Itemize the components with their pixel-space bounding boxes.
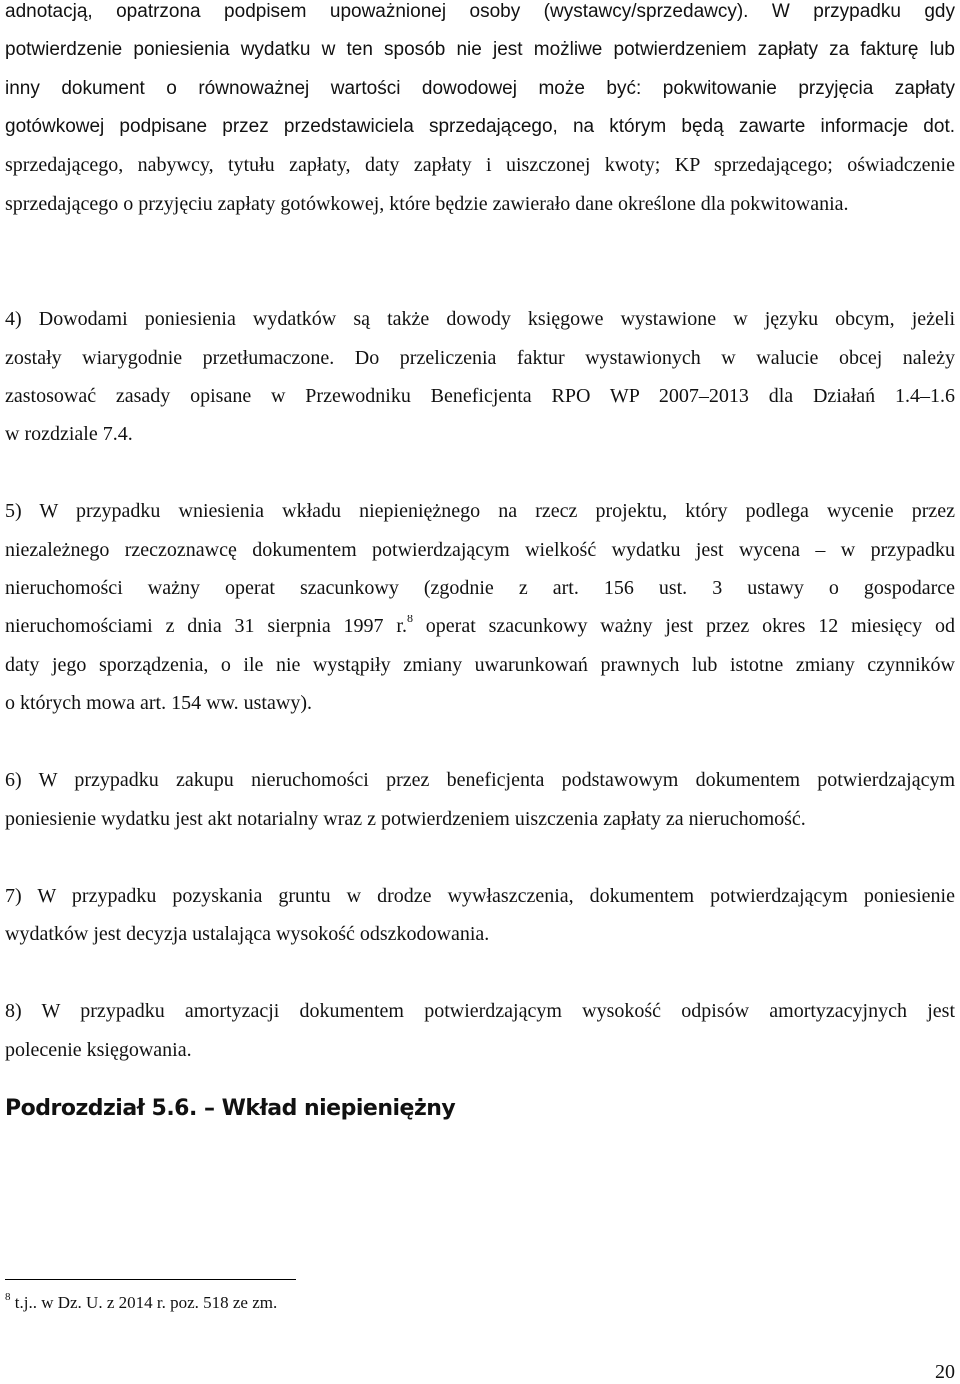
p6-line-2: poniesienie wydatku jest akt notarialny wraz z potwierdzeniem uiszczenia zapłaty za nieruchomość. <box>5 808 806 830</box>
p5-line-2: niezależnego rzeczoznawcę dokumentem potwierdzającym wielkość wydatku jest wycena – w przypadku <box>5 539 955 561</box>
p4-line-2: zostały wiarygodnie przetłumaczone. Do przeliczenia faktur wystawionych w walucie obcej należy <box>5 347 955 369</box>
p5-line-4-after: operat szacunkowy ważny jest przez okres 12 miesięcy od <box>412 615 955 637</box>
p6-line-1: 6) W przypadku zakupu nieruchomości przez beneficjenta podstawowym dokumentem potwierdzającym <box>5 769 955 791</box>
footnote-number: 8 <box>5 1291 11 1303</box>
footnote-separator <box>5 1279 296 1280</box>
p5-line-3: nieruchomości ważny operat szacunkowy (zgodnie z art. 156 ust. 3 ustawy o gospodarce <box>5 577 955 599</box>
p5-line-5: daty jego sporządzenia, o ile nie wystąpiły zmiany uwarunkowań prawnych lub istotne zmiany czynników <box>5 654 955 676</box>
footnote <box>5 1293 277 1313</box>
section-heading: Podrozdział 5.6. – Wkład niepieniężny <box>5 1096 456 1121</box>
p5-line-1: 5) W przypadku wniesienia wkładu niepieniężnego na rzecz projektu, który podlega wycenie przez <box>5 500 955 522</box>
p8-line-2: polecenie księgowania. <box>5 1039 192 1061</box>
p4-line-3: zastosować zasady opisane w Przewodniku Beneficjenta RPO WP 2007–2013 dla Działań 1.4–1.6 <box>5 385 955 407</box>
p7-line-2: wydatków jest decyzja ustalająca wysokość odszkodowania. <box>5 923 490 945</box>
footnote-text: t.j.. w Dz. U. z 2014 r. poz. 518 ze zm. <box>10 1293 278 1312</box>
p5-line-6: o których mowa art. 154 ww. ustawy). <box>5 692 312 714</box>
intro-line-5: sprzedającego, nabywcy, tytułu zapłaty, daty zapłaty i uiszczonej kwoty; KP sprzedającego; oświadczenie <box>5 154 955 176</box>
p7-line-1: 7) W przypadku pozyskania gruntu w drodze wywłaszczenia, dokumentem potwierdzającym poniesienie <box>5 885 955 907</box>
intro-line-6: sprzedającego o przyjęciu zapłaty gotówkowej, które będzie zawierało dane określone dla pokwitowania. <box>5 193 849 215</box>
intro-line-4: gotówkowej podpisane przez przedstawiciela sprzedającego, na którym będą zawarte informacje dot. <box>5 116 955 137</box>
p5-line-4-before: nieruchomościami z dnia 31 sierpnia 1997 r. <box>5 615 407 637</box>
p8-line-1: 8) W przypadku amortyzacji dokumentem potwierdzającym wysokość odpisów amortyzacyjnych jest <box>5 1000 955 1022</box>
intro-line-1: adnotacją, opatrzona podpisem upoważnionej osoby (wystawcy/sprzedawcy). W przypadku gdy <box>5 1 955 22</box>
p4-line-4: w rozdziale 7.4. <box>5 423 133 445</box>
footnote-reference[interactable]: 8 <box>406 615 413 625</box>
p4-line-1: 4) Dowodami poniesienia wydatków są także dowody księgowe wystawione w języku obcym, jeżeli <box>5 308 955 330</box>
intro-line-2: potwierdzenie poniesienia wydatku w ten sposób nie jest możliwe potwierdzeniem zapłaty za fakturę lub <box>5 39 955 60</box>
p5-line-4 <box>5 615 955 638</box>
page-number: 20 <box>935 1361 955 1383</box>
intro-line-3: inny dokument o równoważnej wartości dowodowej może być: pokwitowanie przyjęcia zapłaty <box>5 78 955 99</box>
